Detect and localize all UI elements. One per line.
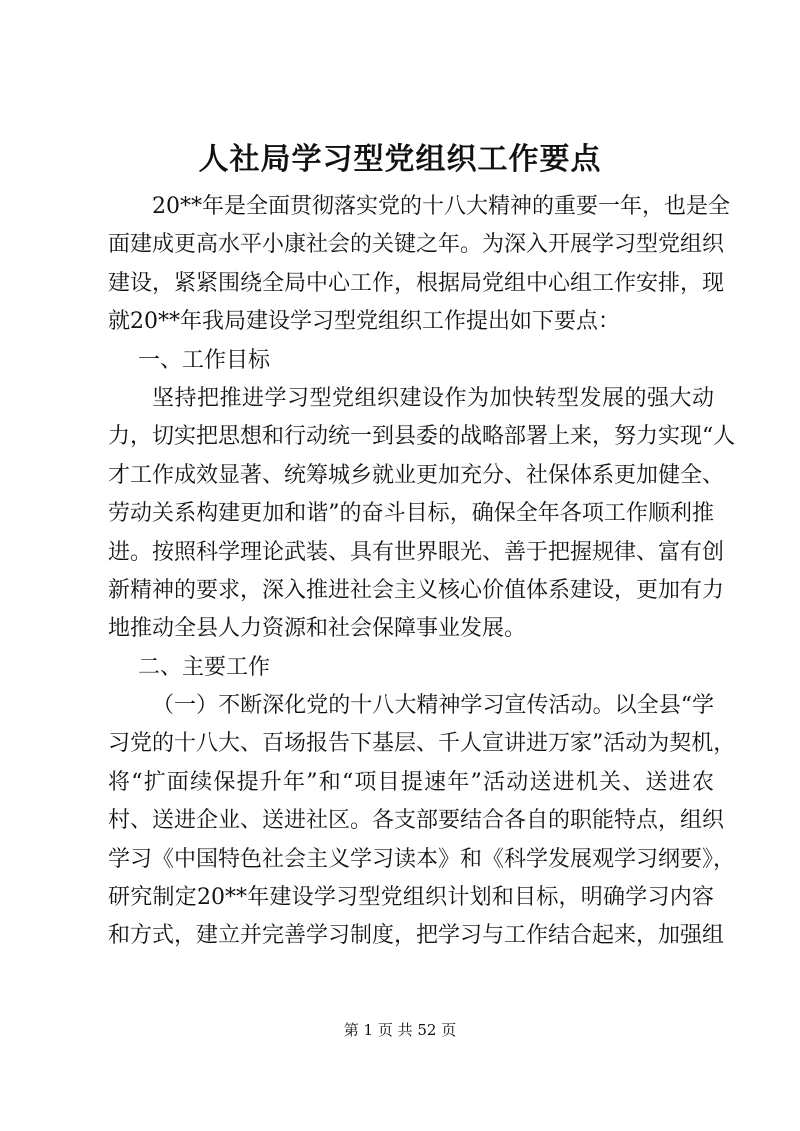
document-body <box>108 188 736 956</box>
paragraph-line: 建设，紧紧围绕全局中心工作，根据局党组中心组工作安排，现 <box>108 270 725 296</box>
section-heading: 一、工作目标 <box>138 347 271 373</box>
section-heading: 二、主要工作 <box>138 654 271 680</box>
paragraph-line: 进。按照科学理论武装、具有世界眼光、善于把握规律、富有创 <box>108 539 725 565</box>
document-title: 人社局学习型党组织工作要点 <box>198 142 602 177</box>
paragraph-line: 研究制定20**年建设学习型党组织计划和目标，明确学习内容 <box>108 885 714 911</box>
paragraph-line: 地推动全县人力资源和社会保障事业发展。 <box>108 616 527 642</box>
paragraph-line: 才工作成效显著、统筹城乡就业更加充分、社保体系更加健全、 <box>108 462 725 488</box>
paragraph-line: 将“扩面续保提升年”和“项目提速年”活动送进机关、送进农 <box>108 769 714 795</box>
paragraph-line: 坚持把推进学习型党组织建设作为加快转型发展的强大动 <box>152 385 714 411</box>
paragraph-line: 新精神的要求，深入推进社会主义核心价值体系建设，更加有力 <box>108 577 725 603</box>
page-number: 第 1 页 共 52 页 <box>343 1021 457 1039</box>
paragraph-line: 习党的十八大、百场报告下基层、千人宣讲进万家”活动为契机， <box>108 731 736 757</box>
paragraph-line: （一）不断深化党的十八大精神学习宣传活动。以全县“学 <box>152 693 714 719</box>
paragraph-line: 20**年是全面贯彻落实党的十八大精神的重要一年，也是全 <box>152 194 730 219</box>
paragraph-line: 就20**年我局建设学习型党组织工作提出如下要点： <box>108 309 620 335</box>
paragraph-line: 村、送进企业、送进社区。各支部要结合各自的职能特点，组织 <box>108 808 725 834</box>
paragraph-line: 面建成更高水平小康社会的关键之年。为深入开展学习型党组织 <box>108 232 725 258</box>
paragraph-line: 劳动关系构建更加和谐”的奋斗目标，确保全年各项工作顺利推 <box>108 501 714 527</box>
paragraph-line: 和方式，建立并完善学习制度，把学习与工作结合起来，加强组 <box>108 923 725 949</box>
paragraph-line: 力，切实把思想和行动统一到县委的战略部署上来，努力实现“人 <box>108 424 736 450</box>
paragraph-line: 学习《中国特色社会主义学习读本》和《科学发展观学习纲要》， <box>108 846 736 872</box>
